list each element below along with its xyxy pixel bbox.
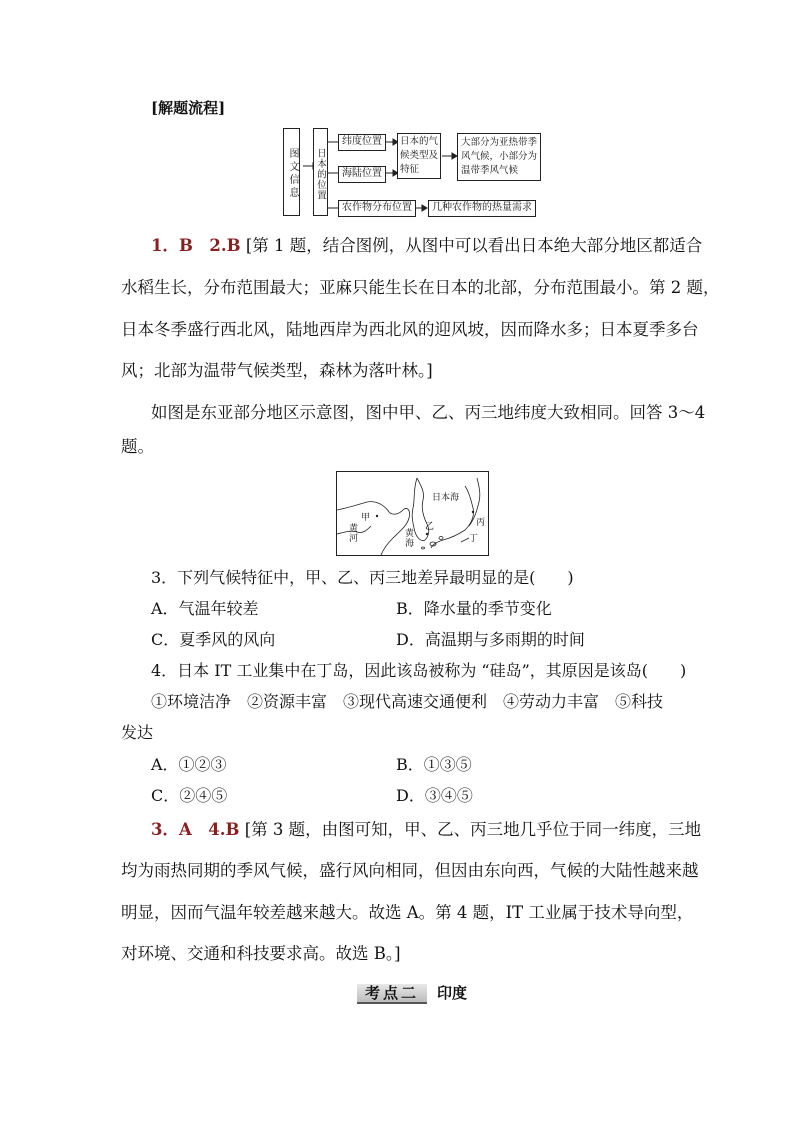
map-label-sea-of-japan: 日本海	[432, 493, 460, 503]
answer-paragraph-1-first-line	[151, 236, 702, 256]
flow-box-latitude: 纬度位置	[338, 134, 386, 151]
map-label-ding: 丁	[469, 534, 479, 544]
intro-text: 如图是东亚部分地区示意图，图中甲、乙、丙三地纬度大致相同。回答 3～4	[151, 403, 706, 422]
q4-items-continued: 发达	[121, 723, 154, 742]
flow-box-climate: 日本的气候类型及特征	[397, 133, 441, 179]
q3-option-b: B．降水量的季节变化	[396, 599, 552, 618]
explanation-line: 明显，因而气温年较差越来越大。故选 A。第 4 题，IT 工业属于技术导向型，	[121, 903, 694, 922]
explanation-text: [第 3 题，由图可知，甲、乙、丙三地几乎位于同一纬度，三地	[244, 820, 702, 839]
answer-label-3-4: 3．A 4.B	[151, 820, 240, 839]
flow-box-land-sea: 海陆位置	[338, 166, 386, 183]
q3-option-d: D．高温期与多雨期的时间	[396, 630, 585, 649]
flow-box-heat-demand: 几种农作物的热量需求	[428, 200, 536, 217]
map-label-jia: 甲	[361, 513, 371, 523]
answer-label-1-2: 1．B 2.B	[151, 236, 241, 255]
section-title: 印度	[437, 984, 468, 1002]
map-label-bing: 丙	[476, 518, 486, 528]
q4-option-c: C．②④⑤	[151, 786, 228, 805]
q4-option-a: A．①②③	[151, 755, 227, 774]
q4-option-d: D．③④⑤	[396, 786, 473, 805]
section-heading: [解题流程]	[151, 99, 226, 117]
explanation-line: 水稻生长，分布范围最大；亚麻只能生长在日本的北部，分布范围最小。第 2 题，	[121, 278, 720, 297]
q4-option-b: B．①③⑤	[396, 755, 472, 774]
question-3-stem: 3．下列气候特征中，甲、乙、丙三地差异最明显的是( )	[151, 568, 574, 587]
explanation-line: 对环境、交通和科技要求高。故选 B。]	[121, 944, 401, 963]
solution-flowchart	[283, 128, 543, 220]
east-asia-map	[336, 471, 489, 556]
q3-option-a: A．气温年较差	[151, 599, 259, 618]
q3-option-c: C．夏季风的风向	[151, 630, 276, 649]
q4-items: ①环境洁净 ②资源丰富 ③现代高速交通便利 ④劳动力丰富 ⑤科技	[151, 692, 664, 711]
explanation-line: 风；北部为温带气候类型，森林为落叶林。]	[121, 361, 433, 380]
flow-box-crop-location: 农作物分布位置	[338, 200, 416, 217]
map-label-yellow-sea: 黄海	[405, 529, 415, 549]
map-label-yellow-river: 黄河	[349, 524, 359, 544]
explanation-text: [第 1 题，结合图例，从图中可以看出日本绝大部分地区都适合	[245, 236, 703, 255]
answer-paragraph-2-first-line	[151, 820, 701, 840]
question-4-stem: 4．日本 IT 工业集中在丁岛，因此该岛被称为 “硅岛”，其原因是该岛( )	[151, 661, 687, 680]
flow-box-info: 图文信息	[283, 128, 300, 216]
explanation-line: 日本冬季盛行西北风，陆地西岸为西北风的迎风坡，因而降水多；日本夏季多台	[121, 320, 699, 339]
map-label-yi: 乙	[425, 522, 435, 532]
flow-box-result: 大部分为亚热带季风气候，小部分为温带季风气候	[457, 133, 541, 181]
intro-text: 题。	[121, 437, 154, 456]
flow-box-japan-position: 日本的位置	[313, 128, 328, 216]
explanation-line: 均为雨热同期的季风气候，盛行风向相同，但因由东向西，气候的大陆性越来越	[121, 861, 699, 880]
section-label-badge: 考点二	[357, 984, 427, 1004]
